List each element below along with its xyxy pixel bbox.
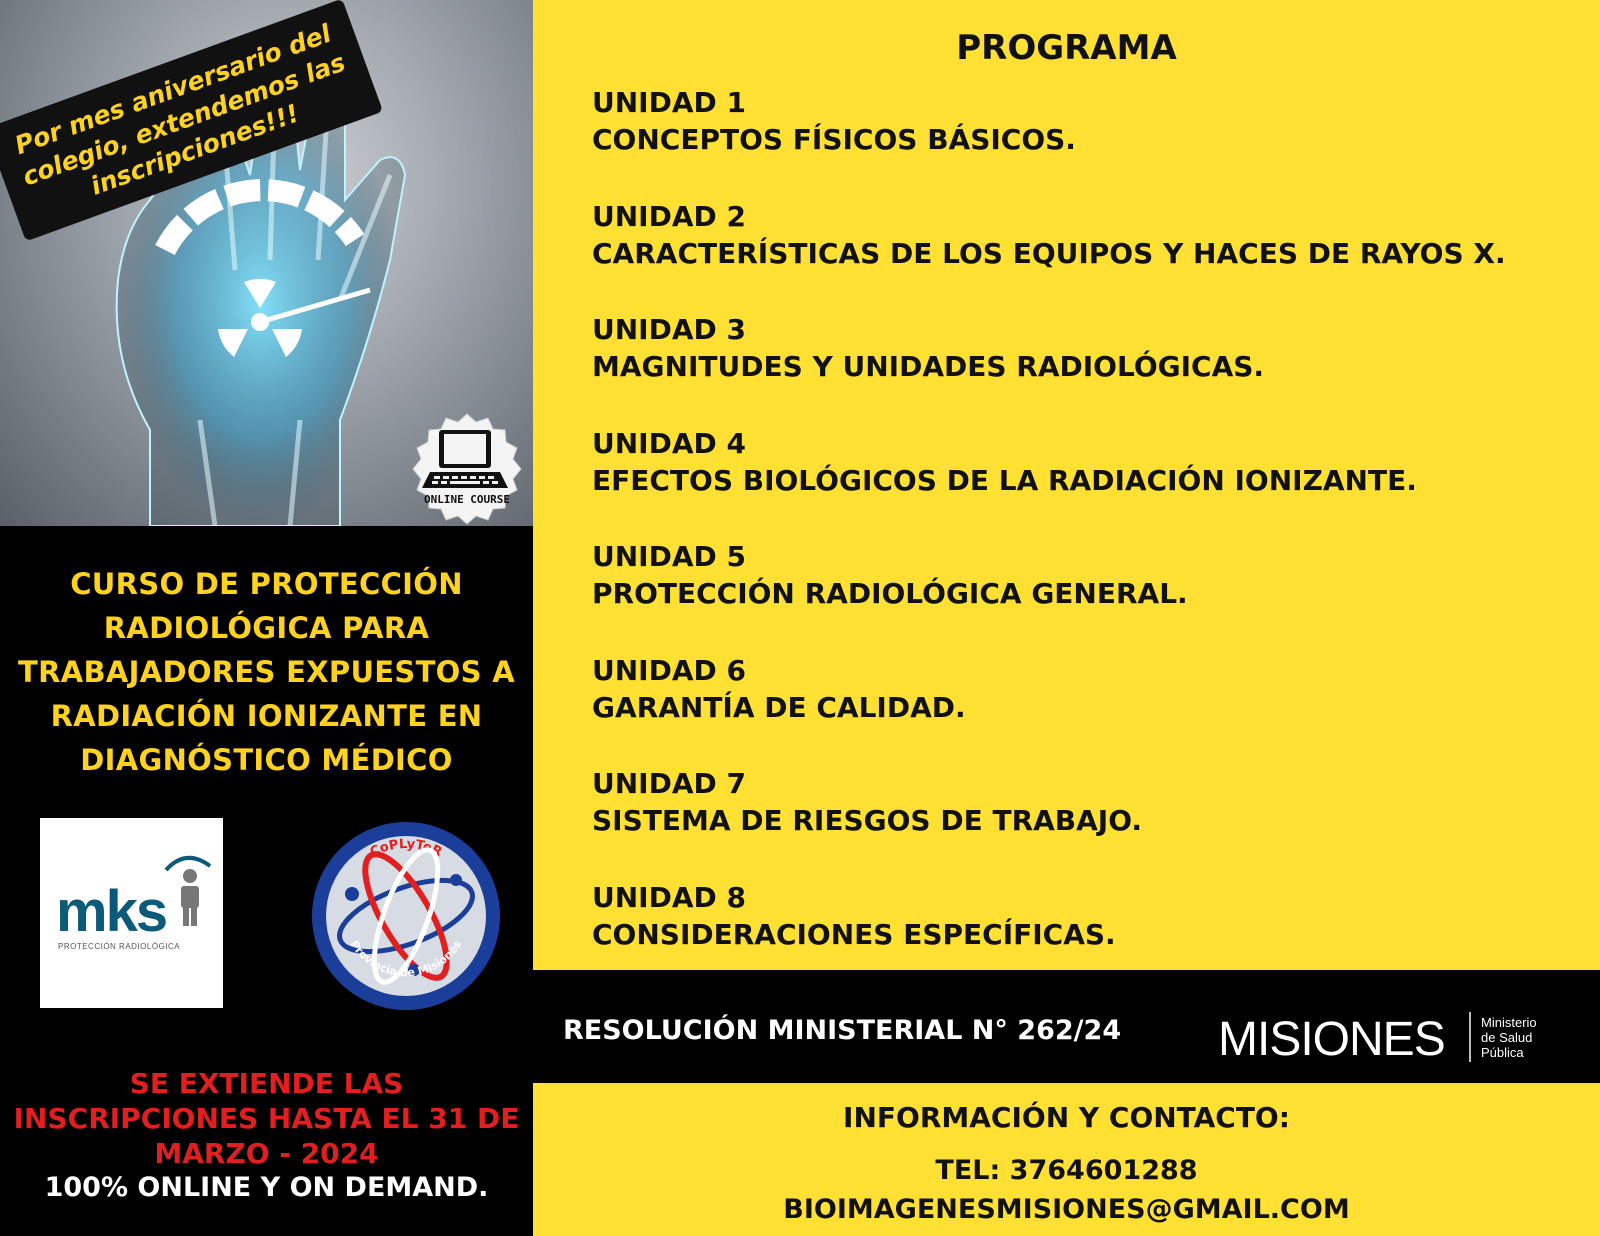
- unit-item: [592, 652, 1582, 766]
- unit-item: [592, 538, 1582, 652]
- online-course-badge: [408, 412, 526, 530]
- ministerio-line: Ministerio: [1481, 1015, 1537, 1030]
- unit-item: [592, 311, 1582, 425]
- unit-name: EFECTOS BIOLÓGICOS DE LA RADIACIÓN IONIZANTE.: [592, 463, 1417, 497]
- misiones-divider: [1469, 1012, 1471, 1062]
- unit-item: [592, 425, 1582, 539]
- enrollment-extension-text: SE EXTIENDE LAS INSCRIPCIONES HASTA EL 31 DE MARZO - 2024: [13, 1067, 520, 1170]
- svg-text:CoPLyTeR: CoPLyTeR: [367, 836, 445, 861]
- svg-text:Provincia de Misiones: Provincia de Misiones: [347, 938, 465, 980]
- unit-number: UNIDAD 4: [592, 426, 746, 460]
- unit-item: [592, 84, 1582, 198]
- resolution-text: RESOLUCIÓN MINISTERIAL N° 262/24: [563, 1015, 1122, 1046]
- unit-name: SISTEMA DE RIESGOS DE TRABAJO.: [592, 804, 1143, 837]
- unit-name: GARANTÍA DE CALIDAD.: [592, 690, 966, 724]
- unit-number: UNIDAD 7: [592, 767, 746, 800]
- online-course-label: ONLINE COURSE: [423, 493, 511, 506]
- unit-item: [592, 765, 1582, 879]
- contact-title: INFORMACIÓN Y CONTACTO:: [843, 1101, 1290, 1134]
- contact-phone[interactable]: TEL: 3764601288: [935, 1155, 1198, 1186]
- unit-number: UNIDAD 6: [592, 653, 746, 687]
- unit-name: CARACTERÍSTICAS DE LOS EQUIPOS Y HACES DE RAYOS X.: [592, 236, 1506, 270]
- contact-email[interactable]: BIOIMAGENESMISIONES@GMAIL.COM: [783, 1194, 1350, 1225]
- left-panel: [0, 0, 533, 1236]
- unit-name: CONSIDERACIONES ESPECÍFICAS.: [592, 917, 1116, 951]
- unit-number: UNIDAD 8: [592, 880, 746, 914]
- unit-number: UNIDAD 3: [592, 313, 746, 346]
- misiones-logo: MISIONES: [1218, 1013, 1445, 1066]
- anniversary-banner: Por mes aniversario del colegio, extendemos las inscripciones!!!: [0, 0, 383, 241]
- mks-logo: [40, 818, 223, 1008]
- online-mode-text: 100% ONLINE Y ON DEMAND.: [44, 1172, 489, 1203]
- mks-logo-text: mks: [56, 879, 167, 944]
- course-title: CURSO DE PROTECCIÓN RADIOLÓGICA PARA TRABAJADORES EXPUESTOS A RADIACIÓN IONIZANTE EN DIAGNÓSTICO MÉDICO: [18, 567, 515, 777]
- units-list: [592, 84, 1582, 992]
- unit-number: UNIDAD 1: [592, 86, 746, 119]
- coplyter-logo: [308, 818, 504, 1014]
- unit-item: [592, 198, 1582, 312]
- ministerio-line: Pública: [1481, 1045, 1524, 1060]
- ministerio-label: [1481, 1015, 1581, 1060]
- programa-title: PROGRAMA: [956, 28, 1177, 68]
- mks-logo-subtitle: PROTECCIÓN RADIOLÓGICA: [58, 942, 181, 951]
- unit-name: CONCEPTOS FÍSICOS BÁSICOS.: [592, 123, 1076, 156]
- unit-number: UNIDAD 2: [592, 199, 746, 233]
- unit-number: UNIDAD 5: [592, 540, 746, 573]
- ministerio-line: de Salud: [1481, 1030, 1533, 1045]
- unit-name: MAGNITUDES Y UNIDADES RADIOLÓGICAS.: [592, 350, 1265, 383]
- unit-name: PROTECCIÓN RADIOLÓGICA GENERAL.: [592, 577, 1188, 610]
- person-icon: [164, 848, 214, 928]
